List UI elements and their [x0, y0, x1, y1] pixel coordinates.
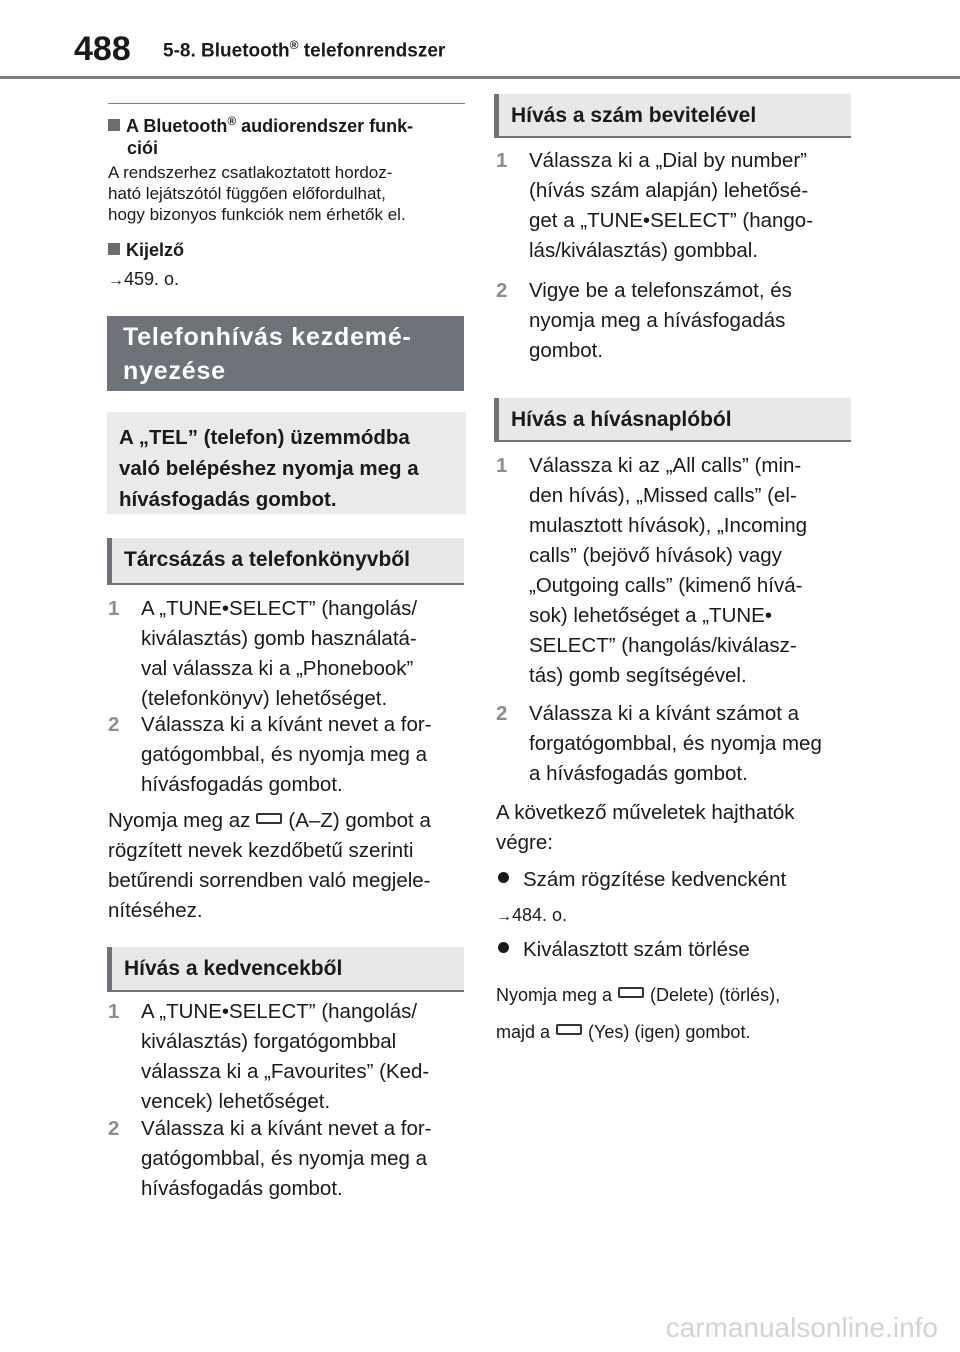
dial-number-heading: Hívás a szám bevitelével	[494, 94, 851, 138]
dial-number-step: 2 Vigye be a telefonszámot, és nyomja meg a hívásfogadás gombot.	[496, 279, 792, 362]
delete-instruction: Nyomja meg a (Delete) (törlés),	[496, 985, 781, 1005]
yes-button-icon	[556, 1024, 582, 1035]
bullet-save-favourite: Szám rögzítése kedvencként	[498, 865, 786, 895]
favourites-step: 1 A „TUNE•SELECT” (hangolás/ kiválasztás) forgatógombbal válassza ki a „Favourites” (Ked- vencek) lehetőséget.	[108, 1000, 430, 1113]
delete-button-icon	[618, 987, 644, 998]
header-divider	[0, 76, 960, 79]
bluetooth-functions-text: A rendszerhez csatlakoztatott hordoz- ható lejátszótól függően előfordulhat, hogy bizonyos funkciók nem érhetők el.	[108, 163, 406, 224]
favourites-heading: Hívás a kedvencekből	[107, 947, 464, 992]
square-bullet-icon	[108, 243, 120, 255]
arrow-right-icon: →	[108, 272, 124, 289]
az-button-icon	[256, 813, 282, 824]
call-log-step: 2 Válassza ki a kívánt számot a forgatógombbal, és nyomja meg a hívásfogadás gombot.	[496, 702, 822, 785]
bullet-dot-icon	[498, 942, 509, 953]
square-bullet-icon	[108, 119, 120, 131]
section-heading-call-start: Telefonhívás kezdemé- nyezése	[107, 316, 464, 391]
favourite-page-ref[interactable]: →484. o.	[496, 905, 568, 925]
call-log-heading: Hívás a hívásnaplóból	[494, 398, 851, 442]
watermark: carmanualsonline.info	[665, 1312, 938, 1343]
chapter-title	[163, 38, 445, 62]
tel-mode-instruction: A „TEL” (telefon) üzemmódba való belépéshez nyomja meg a hívásfogadás gombot.	[107, 412, 466, 514]
bullet-delete-number: Kiválasztott szám törlése	[498, 935, 750, 965]
phonebook-heading: Tárcsázás a telefonkönyvből	[107, 538, 464, 585]
arrow-right-icon: →	[496, 908, 512, 925]
yes-instruction: majd a (Yes) (igen) gombot.	[496, 1022, 751, 1042]
favourites-step: 2 Válassza ki a kívánt nevet a for- gatógombbal, és nyomja meg a hívásfogadás gombot.	[108, 1117, 432, 1200]
display-page-ref[interactable]: →459. o.	[108, 269, 180, 289]
subsection-divider	[108, 103, 465, 104]
display-heading: Kijelző	[108, 239, 184, 261]
dial-number-step: 1 Válassza ki a „Dial by number” (hívás szám alapján) lehetősé- get a „TUNE•SELECT” (hango- lás/kiválasztás) gombbal.	[496, 149, 814, 262]
chapter-title-text: 5-8. Bluetooth	[163, 40, 290, 62]
page-number: 488	[74, 30, 131, 68]
bullet-dot-icon	[498, 872, 509, 883]
phonebook-step: 2 Válassza ki a kívánt nevet a for- gatógombbal, és nyomja meg a hívásfogadás gombot.	[108, 713, 432, 796]
call-log-step: 1 Válassza ki az „All calls” (min- den hívás), „Missed calls” (el- mulasztott hívások), „Incoming calls” (bejövő hívások) vagy „Outgoing calls” (kimenő hívá- sok) lehetőséget a „TUNE• SELECT” (hangolás/kiválasz- tás) gomb segítségével.	[496, 454, 807, 687]
bluetooth-functions-heading: A Bluetooth® audiorendszer funk- ciói	[108, 110, 468, 159]
chapter-title-suffix: telefonrendszer	[298, 40, 446, 62]
registered-mark: ®	[289, 38, 299, 52]
operations-intro: A következő műveletek hajthatók végre:	[496, 801, 795, 854]
phonebook-step: 1 A „TUNE•SELECT” (hangolás/ kiválasztás) gomb használatá- val válassza ki a „Phonebook” (telefonkönyv) lehetőséget.	[108, 597, 418, 710]
az-button-note: Nyomja meg az (A–Z) gombot a rögzített nevek kezdőbetű szerinti betűrendi sorrendben való megjele- nítéséhez.	[108, 809, 431, 922]
